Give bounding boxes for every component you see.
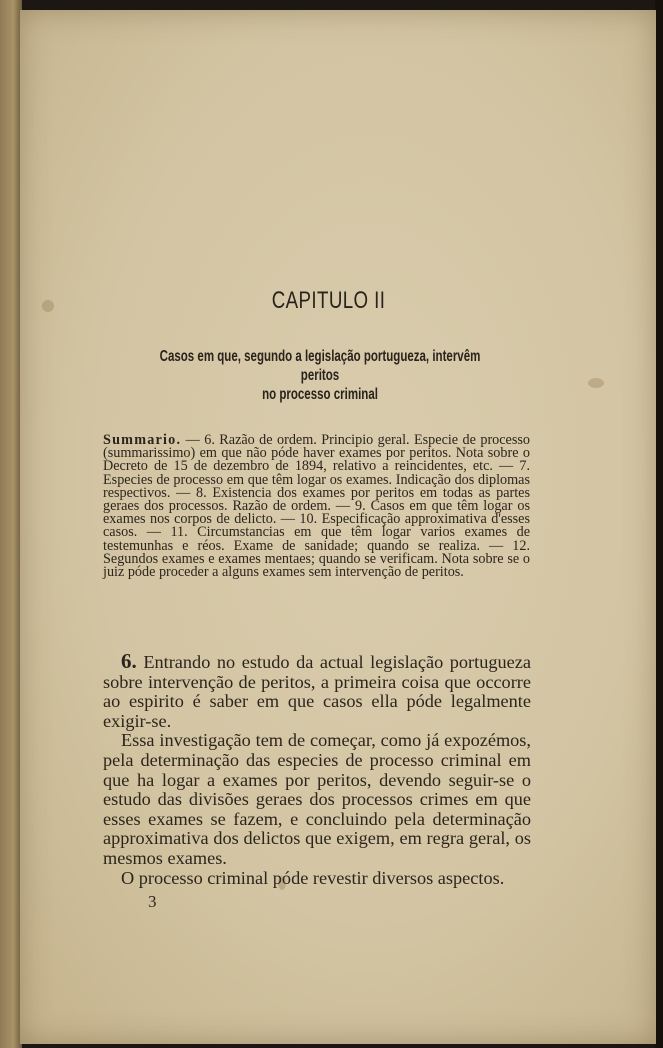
paragraph-1	[103, 649, 531, 731]
chapter-title: CAPITULO II	[271, 287, 386, 314]
chapter-subtitle-line-1: Casos em que, segundo a legislação portugueza, intervêm peritos	[159, 348, 481, 384]
paper-stain	[42, 300, 54, 312]
section-number: 6.	[121, 649, 137, 673]
paragraph-2: Essa investigação tem de começar, como já expozémos, pela determinação das especies de processo criminal em que ha logar a exames por peritos, devendo seguir-se o estudo das divisões geraes dos processos crimes em que esses exames se fazem, e concluindo pela determinação approximativa dos delictos que exigem, em regra geral, os mesmos exames.	[103, 730, 531, 868]
chapter-subtitle	[140, 347, 500, 404]
body-text	[103, 649, 531, 888]
page-number: 3	[148, 892, 157, 911]
page-right-border	[655, 0, 663, 1048]
chapter-summary	[103, 434, 530, 579]
book-spine-edge	[0, 0, 22, 1048]
summary-heading: Summario.	[103, 432, 182, 448]
summary-text: — 6. Razão de ordem. Principio geral. Especie de processo (summarissimo) em que não póde haver exames por peritos. Nota sobre o Decreto de 15 de dezembro de 1894, relativo a reincidentes, etc. — 7. Especies de processo em que têm logar os exames. Indicação dos diplomas respectivos. — 8. Existencia dos exames por peritos em todas as partes geraes dos processos. Razão de ordem. — 9. Casos em que têm logar os exames nos corpos de delicto. — 10. Especificação approximativa d'esses casos. — 11. Circumstancias em que têm logar varios exames de testemunhas e réos. Exame de sanidade; quando se realiza. — 12. Segundos exames e exames mentaes; quando se verificam. Nota sobre se o juiz póde proceder a alguns exames sem intervenção de peritos.	[103, 432, 530, 581]
paragraph-1-text: Entrando no estudo da actual legislação portugueza sobre intervenção de peritos, a primeira coisa que occorre ao espirito é saber em que casos ella póde legalmente exigir-se.	[103, 652, 531, 731]
paper-stain	[588, 378, 604, 388]
chapter-subtitle-line-2: no processo criminal	[262, 386, 378, 403]
paragraph-3: O processo criminal póde revestir diversos aspectos.	[121, 867, 505, 888]
